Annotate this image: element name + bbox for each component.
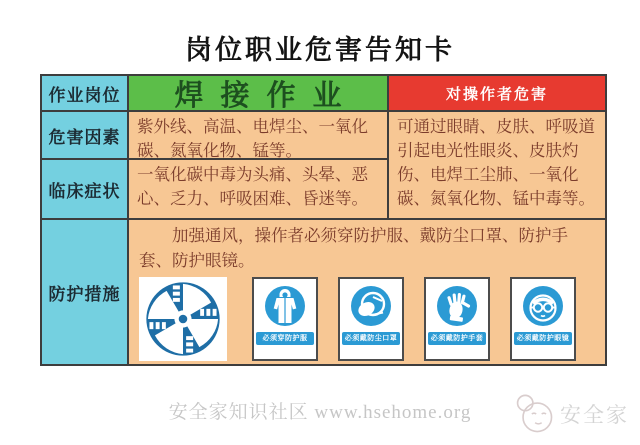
hazard-factors-text: 紫外线、高温、电焊尘、一氧化碳、氮氧化物、锰等。 (129, 112, 387, 158)
protective-measures-text: 加强通风，操作者必须穿防护服、戴防尘口罩、防护手套、防护眼镜。 (139, 226, 568, 270)
safety-home-logo-text: 安全家 (560, 403, 629, 427)
ventilation-fan-icon (144, 280, 222, 358)
protective-clothing-icon (263, 284, 307, 328)
clinical-symptoms-label-cell: 临床症状 (42, 160, 127, 218)
job-name-text: 焊接作业 (174, 79, 359, 110)
safety-home-brand (512, 390, 632, 438)
watermark-text: 安全家知识社区 www.hsehome.org (168, 402, 472, 423)
safety-home-logo-icon (512, 391, 556, 437)
operator-harm-text: 可通过眼睛、皮肤、呼吸道引起电光性眼炎、皮肤灼伤、电焊工尘肺、一氧化碳、氮氧化物、锰中毒等。 (389, 112, 605, 218)
operator-harm-header-cell: 对操作者危害 (389, 76, 605, 110)
hazard-card-table (40, 74, 607, 366)
hazard-factors-label-cell: 危害因素 (42, 112, 127, 158)
sign-label-protective-gloves: 必须戴防护手套 (428, 332, 486, 345)
job-position-header-cell: 作业岗位 (42, 76, 127, 110)
job-name-cell (129, 76, 387, 110)
protective-measures-label-cell: 防护措施 (42, 220, 127, 364)
dust-mask-icon (349, 284, 393, 328)
clinical-symptoms-text: 一氧化碳中毒为头痛、头晕、恶心、乏力、呼吸困难、昏迷等。 (129, 160, 387, 218)
protective-gloves-icon (435, 284, 479, 328)
protective-goggles-icon (521, 284, 565, 328)
sign-wear-protective-gloves (424, 277, 490, 361)
ventilation-fan-sign (139, 277, 227, 361)
sign-label-protective-goggles: 必须戴防护眼镜 (514, 332, 572, 345)
sign-wear-protective-goggles (510, 277, 576, 361)
page-title: 岗位职业危害告知卡 (185, 35, 455, 65)
sign-wear-dust-mask (338, 277, 404, 361)
safety-signs-row (139, 277, 595, 361)
sign-label-protective-clothing: 必须穿防护服 (256, 332, 314, 345)
sign-wear-protective-clothing (252, 277, 318, 361)
protective-measures-cell (129, 220, 605, 364)
sign-label-dust-mask: 必须戴防尘口罩 (342, 332, 400, 345)
